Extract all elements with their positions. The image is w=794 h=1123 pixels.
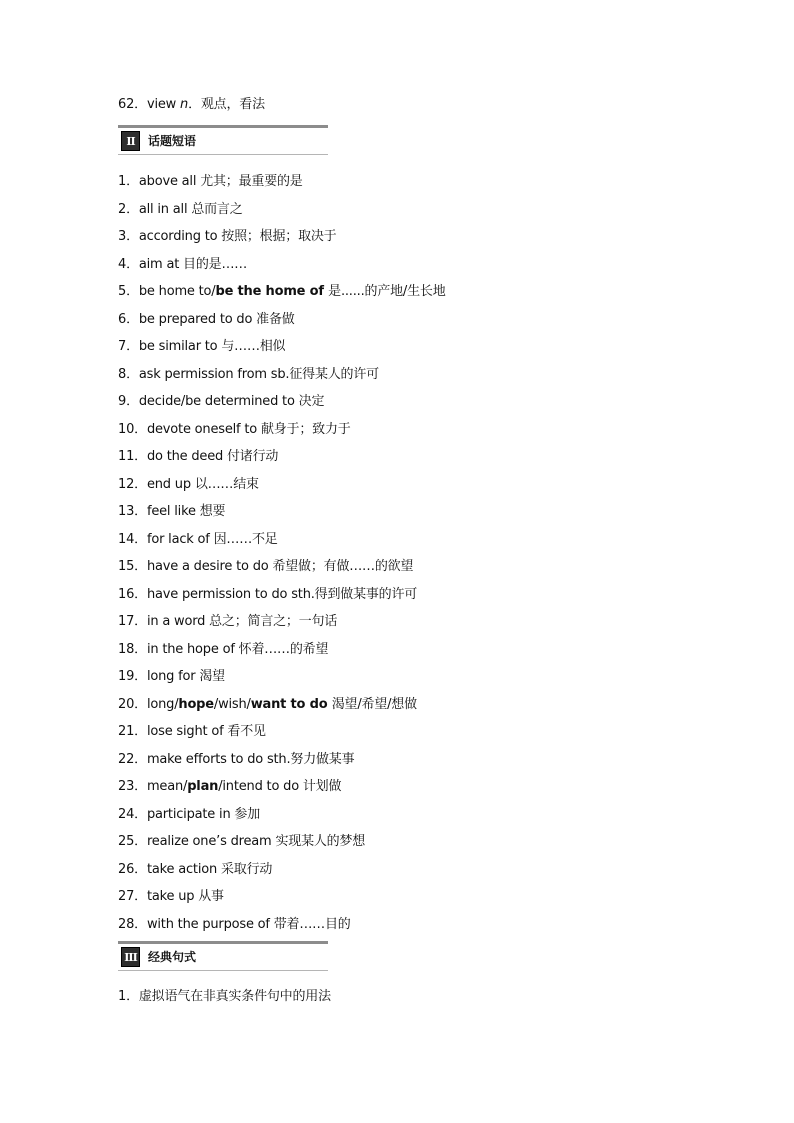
vocab-entry-62 — [118, 97, 265, 113]
entry-english: view — [146, 97, 181, 112]
phrase-meaning: 参加 — [234, 806, 261, 822]
phrase-item — [118, 752, 354, 768]
phrase-english: make efforts to do sth. — [146, 751, 291, 767]
entry-chinese: ．观点，看法 — [188, 97, 265, 112]
item-number: 13． — [118, 504, 147, 519]
phrase-meaning: 与……相似 — [221, 339, 286, 354]
item-number: 1． — [118, 989, 139, 1004]
phrase-english: take up — [146, 889, 199, 904]
phrase-english: be the home of — [215, 284, 329, 299]
phrase-meaning: 总之；简言之；一句话 — [209, 614, 338, 629]
item-number: 23． — [118, 779, 147, 794]
phrase-english: take action — [146, 861, 221, 877]
phrase-item — [118, 257, 247, 273]
phrase-english: above all — [138, 174, 201, 189]
phrase-meaning: 目的是…… — [183, 256, 248, 272]
phrase-item — [118, 532, 278, 548]
section-numeral: III — [124, 950, 137, 964]
phrase-item — [118, 917, 351, 933]
phrase-meaning: 希望做；有做……的欲望 — [272, 559, 414, 574]
phrase-english: realize one’s dream — [146, 834, 276, 849]
item-number: 5． — [118, 284, 139, 299]
phrase-item — [118, 834, 365, 850]
phrase-meaning: 渴望 — [199, 669, 225, 684]
phrase-item — [118, 614, 337, 630]
phrase-english: participate in — [146, 806, 235, 822]
phrase-item — [118, 779, 341, 795]
phrase-meaning: 准备做 — [256, 311, 295, 327]
phrase-english: lose sight of — [146, 724, 228, 739]
item-number: 18． — [118, 641, 147, 657]
phrase-english: have a desire to do — [146, 559, 273, 574]
part-of-speech: n — [180, 97, 189, 112]
phrase-item — [118, 422, 351, 438]
item-number: 15． — [118, 559, 147, 574]
phrase-english: plan — [187, 779, 219, 794]
section-title: 经典句式 — [148, 950, 197, 964]
header-rule-top — [118, 125, 328, 128]
phrase-meaning: 决定 — [298, 394, 325, 409]
item-number: 4． — [118, 256, 139, 272]
phrase-english: /wish/ — [213, 696, 251, 712]
phrase-item — [118, 449, 278, 465]
phrase-meaning: 想要 — [199, 504, 226, 519]
phrase-english: be home to/ — [138, 284, 216, 299]
phrase-item — [118, 697, 417, 713]
phrase-meaning: 得到做某事的许可 — [314, 586, 418, 602]
section-title: 话题短语 — [148, 134, 197, 148]
entry-number: 62． — [118, 97, 147, 112]
phrase-meaning: 按照；根据；取决于 — [221, 229, 337, 244]
item-number: 8． — [118, 366, 139, 382]
phrase-english: do the deed — [146, 449, 227, 464]
phrase-english: be prepared to do — [138, 311, 257, 327]
section-header-topic-phrases — [118, 125, 328, 155]
phrase-english: in a word — [146, 614, 210, 629]
phrase-item — [118, 724, 266, 740]
phrase-meaning: 尤其；最重要的是 — [200, 174, 303, 189]
phrase-meaning: 付诸行动 — [227, 449, 279, 464]
phrase-english: feel like — [146, 504, 200, 519]
phrase-item — [118, 284, 446, 300]
phrase-meaning: 从事 — [198, 889, 224, 904]
item-number: 19． — [118, 669, 147, 684]
header-rule-bottom — [118, 970, 328, 971]
section-numeral-badge — [121, 947, 140, 967]
phrase-meaning: 实现某人的梦想 — [275, 834, 366, 849]
item-number: 1． — [118, 174, 139, 189]
phrase-item — [118, 367, 379, 383]
phrase-item — [118, 889, 224, 905]
phrase-item — [118, 587, 417, 603]
phrase-english: decide/be determined to — [138, 394, 299, 409]
phrase-english: devote oneself to — [146, 421, 261, 437]
phrase-item — [118, 312, 295, 328]
phrase-english: /intend to do — [218, 779, 303, 794]
phrase-english: long/ — [146, 696, 179, 712]
phrase-meaning: 渴望/希望/想做 — [331, 696, 417, 712]
phrase-item — [118, 642, 328, 658]
phrase-item — [118, 504, 225, 520]
phrase-meaning: 因……不足 — [213, 531, 278, 547]
item-text: 虚拟语气在非真实条件句中的用法 — [138, 989, 331, 1004]
item-number: 28． — [118, 916, 147, 932]
phrase-meaning: 以……结束 — [194, 476, 259, 492]
phrase-english: according to — [138, 229, 222, 244]
phrase-english: end up — [146, 476, 195, 492]
phrase-item — [118, 202, 243, 218]
phrase-item — [118, 174, 303, 190]
phrase-meaning: 征得某人的许可 — [289, 366, 379, 382]
phrase-english: be similar to — [138, 339, 222, 354]
section-header-classic-sentences — [118, 941, 328, 971]
phrase-english: all in all — [138, 201, 192, 217]
section-numeral-badge — [121, 131, 140, 151]
phrase-english: want to do — [250, 696, 332, 712]
phrase-item — [118, 669, 225, 685]
item-number: 17． — [118, 614, 147, 629]
phrase-item — [118, 229, 336, 245]
sentence-pattern-item — [118, 989, 331, 1005]
phrase-meaning: 看不见 — [227, 724, 266, 739]
phrase-english: mean/ — [146, 779, 188, 794]
item-number: 26． — [118, 861, 147, 877]
item-number: 10． — [118, 421, 147, 437]
item-number: 22． — [118, 751, 147, 767]
phrase-meaning: 努力做某事 — [290, 751, 355, 767]
item-number: 24． — [118, 806, 147, 822]
item-number: 7． — [118, 339, 139, 354]
phrase-meaning: 计划做 — [302, 779, 342, 794]
phrase-meaning: 总而言之 — [191, 201, 243, 217]
item-number: 2． — [118, 201, 139, 217]
phrase-english: for lack of — [146, 531, 214, 547]
phrase-item — [118, 394, 324, 410]
item-number: 12． — [118, 476, 147, 492]
item-number: 6． — [118, 311, 139, 327]
phrase-english: ask permission from sb. — [138, 366, 290, 382]
item-number: 9． — [118, 394, 139, 409]
phrase-item — [118, 339, 285, 355]
item-number: 16． — [118, 586, 147, 602]
item-number: 21． — [118, 724, 147, 739]
phrase-english: aim at — [138, 256, 184, 272]
phrase-english: have permission to do sth. — [146, 586, 315, 602]
item-number: 27． — [118, 889, 147, 904]
phrase-meaning: 献身于；致力于 — [260, 421, 351, 437]
phrase-item — [118, 477, 259, 493]
phrase-meaning: 是......的产地/生长地 — [328, 284, 446, 299]
item-number: 20． — [118, 696, 147, 712]
header-rule-top — [118, 941, 328, 944]
phrase-item — [118, 559, 413, 575]
phrase-item — [118, 862, 272, 878]
phrase-item — [118, 807, 260, 823]
phrase-meaning: 带着……目的 — [273, 916, 351, 932]
phrase-english: hope — [178, 696, 214, 712]
phrase-english: long for — [146, 669, 200, 684]
phrase-meaning: 采取行动 — [220, 861, 273, 877]
item-number: 11． — [118, 449, 147, 464]
phrase-english: with the purpose of — [146, 916, 274, 932]
item-number: 3． — [118, 229, 139, 244]
header-rule-bottom — [118, 154, 328, 155]
phrase-english: in the hope of — [146, 641, 239, 657]
item-number: 25． — [118, 834, 147, 849]
item-number: 14． — [118, 531, 147, 547]
phrase-meaning: 怀着……的希望 — [238, 641, 329, 657]
section-numeral: II — [126, 134, 135, 148]
